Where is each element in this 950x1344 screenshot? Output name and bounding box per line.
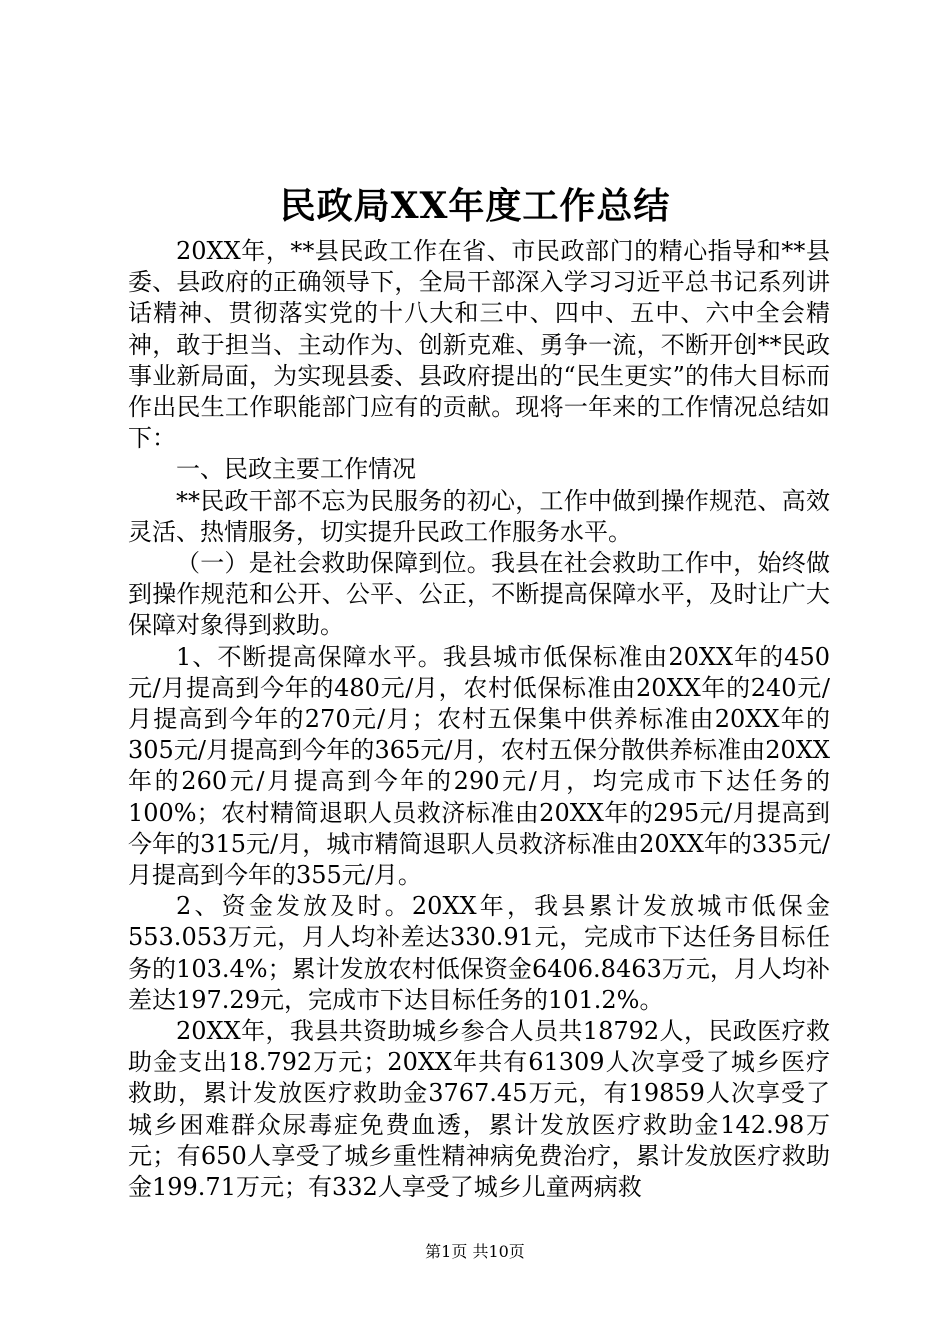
- document-title: 民政局XX年度工作总结: [279, 185, 671, 227]
- paragraph: 1、不断提高保障水平。我县城市低保标准由20XX年的450元/月提高到今年的480元/月，农村低保标准由20XX年的240元/月提高到今年的270元/月；农村五保集中供养标准由20XX年的305元/月提高到今年的365元/月，农村五保分散供养标准由20XX年的260元/月提高到今年的290元/月，均完成市下达任务的100%；农村精简退职人员救济标准由20XX年的295元/月提高到今年的315元/月，城市精简退职人员救济标准由20XX年的335元/月提高到今年的355元/月。: [128, 642, 830, 890]
- section-heading: 一、民政主要工作情况: [176, 455, 416, 484]
- paragraph: （一）是社会救助保障到位。我县在社会救助工作中，始终做到操作规范和公开、公平、公正，不断提高保障水平，及时让广大保障对象得到救助。: [128, 549, 830, 640]
- paragraph: 20XX年，我县共资助城乡参合人员共18792人，民政医疗救助金支出18.792万元；20XX年共有61309人次享受了城乡医疗救助，累计发放医疗救助金3767.45万元，有19859人次享受了城乡困难群众尿毒症免费血透，累计发放医疗救助金142.98万元；有650人享受了城乡重性精神病免费治疗，累计发放医疗救助金199.71万元；有332人享受了城乡儿童两病救: [128, 1017, 830, 1202]
- paragraph: **民政干部不忘为民服务的初心，工作中做到操作规范、高效灵活、热情服务，切实提升民政工作服务水平。: [128, 486, 830, 546]
- paragraph: 2、资金发放及时。20XX年，我县累计发放城市低保金553.053万元，月人均补差达330.91元，完成市下达任务目标任务的103.4%；累计发放农村低保资金6406.8463万元，月人均补差达197.29元，完成市下达目标任务的101.2%。: [128, 892, 830, 1014]
- paragraph-intro: 20XX年，**县民政工作在省、市民政部门的精心指导和**县委、县政府的正确领导下，全局干部深入学习习近平总书记系列讲话精神、贯彻落实党的十八大和三中、四中、五中、六中全会精神，敢于担当、主动作为、创新克难、勇争一流，不断开创**民政事业新局面，为实现县委、县政府提出的“民生更实”的伟大目标而作出民生工作职能部门应有的贡献。现将一年来的工作情况总结如下：: [128, 237, 830, 453]
- document-body: [128, 236, 830, 1203]
- page-footer: 第1页 共10页: [425, 1242, 525, 1261]
